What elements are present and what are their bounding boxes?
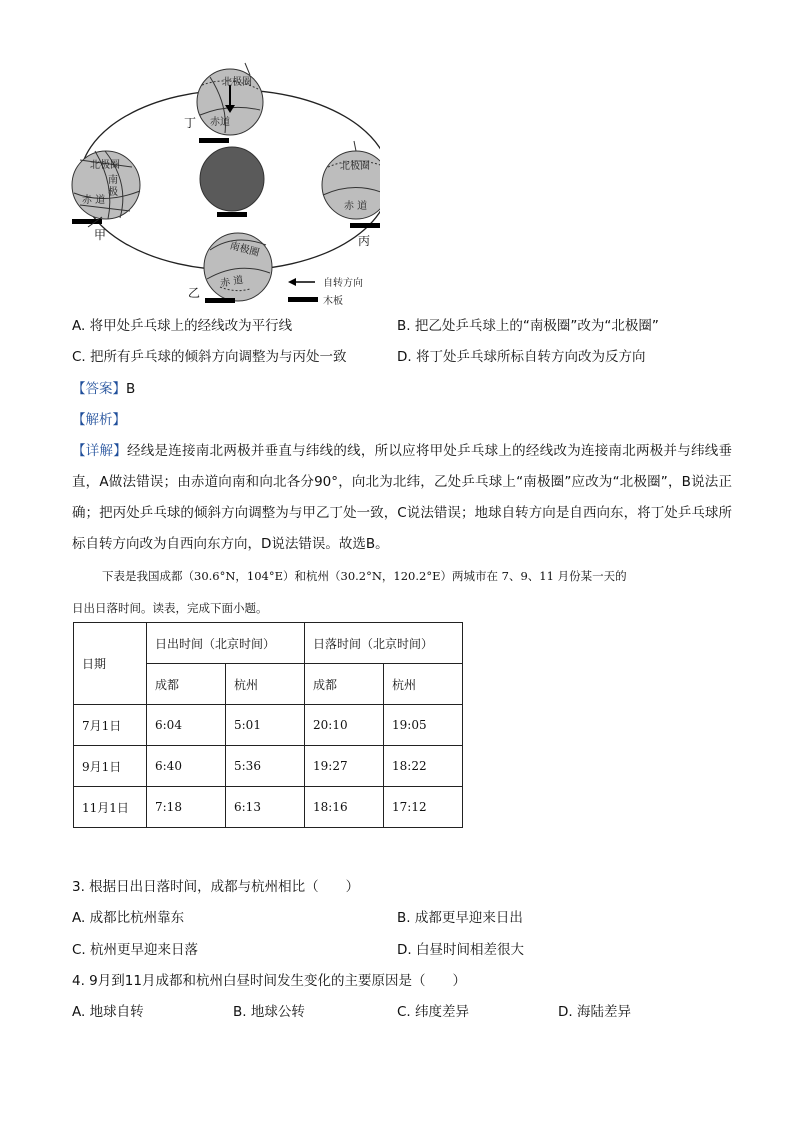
date-cell: 9月1日	[74, 746, 147, 787]
q3-option-d: D. 白昼时间相差很大	[397, 942, 524, 958]
sun-board	[217, 212, 247, 217]
q3-option-b: B. 成都更早迎来日出	[397, 910, 523, 926]
q4-option-b: B. 地球公转	[233, 1004, 305, 1020]
q2-option-c: C. 把所有乒乓球的倾斜方向调整为与丙处一致	[72, 349, 347, 365]
q2-option-b: B. 把乙处乒乓球上的“南极圈”改为“北极圈”	[397, 318, 659, 334]
city-cell: 成都	[147, 664, 226, 705]
globe-ding	[197, 63, 263, 135]
yi-equator-label: 赤 道	[219, 274, 245, 290]
label-jia: 甲	[94, 228, 107, 242]
table-row	[74, 746, 463, 787]
ding-arctic-label: 北极圈	[222, 77, 252, 88]
q3-option-c: C. 杭州更早迎来日落	[72, 942, 199, 958]
city-cell: 杭州	[384, 664, 463, 705]
table-header-row	[74, 623, 463, 664]
detail-tag: 【详解】	[72, 443, 128, 459]
legend-rotation: 自转方向	[323, 278, 363, 289]
label-yi: 乙	[188, 286, 201, 300]
yi-antarctic-label: 南极圈	[228, 240, 261, 259]
date-cell: 11月1日	[74, 787, 147, 828]
table-row	[74, 705, 463, 746]
bing-equator-label: 赤 道	[344, 201, 368, 212]
label-ding: 丁	[184, 116, 197, 130]
answer-tag: 【答案】	[72, 381, 126, 397]
yi-board	[205, 298, 235, 303]
time-cell: 6:04	[147, 705, 226, 746]
time-cell: 18:22	[384, 746, 463, 787]
legend-board-swatch	[288, 297, 318, 302]
time-cell: 17:12	[384, 787, 463, 828]
q4-option-a: A. 地球自转	[72, 1004, 144, 1020]
time-cell: 6:40	[147, 746, 226, 787]
q3-option-a: A. 成都比杭州靠东	[72, 910, 185, 926]
table-row	[74, 787, 463, 828]
jia-arctic-label: 北极圈	[90, 160, 120, 171]
time-cell: 6:13	[226, 787, 305, 828]
analysis-tag: 【解析】	[72, 412, 126, 428]
label-bing: 丙	[358, 234, 371, 248]
orbit-diagram	[60, 55, 380, 310]
detail-paragraph	[72, 436, 732, 560]
q2-option-a: A. 将甲处乒乓球上的经线改为平行线	[72, 318, 293, 334]
q4-stem: 4. 9月到11月成都和杭州白昼时间发生变化的主要原因是（ ）	[72, 973, 466, 989]
jia-equator-label: 赤 道	[82, 195, 106, 206]
time-cell: 7:18	[147, 787, 226, 828]
time-cell: 18:16	[305, 787, 384, 828]
detail-text: 经线是连接南北两极并垂直与纬线的线，所以应将甲处乒乓球上的经线改为连接南北两极并与纬线垂直，A做法错误；由赤道向南和向北各分90°，向北为北纬，乙处乒乓球上“南极圈”应改为“北极圈”，B说法正确；把丙处乒乓球的倾斜方向调整为与甲乙丁处一致，C说法错误；地球自转方向是自西向东，将丁处乒乓球所标自转方向改为自西向东方向，D说法错误。故选B。	[72, 443, 733, 552]
header-date: 日期	[74, 623, 147, 705]
time-cell: 19:05	[384, 705, 463, 746]
ding-board	[199, 138, 229, 143]
bing-board	[350, 223, 380, 228]
sun	[200, 147, 264, 211]
header-sunrise: 日出时间（北京时间）	[147, 623, 305, 664]
q2-option-d: D. 将丁处乒乓球所标自转方向改为反方向	[397, 349, 646, 365]
city-cell: 杭州	[226, 664, 305, 705]
date-cell: 7月1日	[74, 705, 147, 746]
globe-yi	[204, 233, 272, 301]
time-cell: 19:27	[305, 746, 384, 787]
q3-stem: 3. 根据日出日落时间，成都与杭州相比（ ）	[72, 879, 360, 895]
ding-equator-label: 赤道	[210, 117, 230, 128]
q4-option-c: C. 纬度差异	[397, 1004, 470, 1020]
time-cell: 20:10	[305, 705, 384, 746]
jia-south-label-2: 极	[108, 187, 118, 198]
header-sunset: 日落时间（北京时间）	[305, 623, 463, 664]
intro-line-2: 日出日落时间。读表，完成下面小题。	[72, 601, 268, 615]
globe-bing	[322, 141, 380, 219]
time-cell: 5:36	[226, 746, 305, 787]
globe-jia	[72, 151, 140, 219]
sunrise-sunset-table	[73, 622, 463, 828]
jia-south-label: 南	[108, 175, 118, 186]
time-cell: 5:01	[226, 705, 305, 746]
legend-board: 木板	[323, 296, 343, 307]
answer-line	[72, 379, 135, 399]
answer-value: B	[126, 381, 136, 397]
intro-line-1: 下表是我国成都（30.6°N，104°E）和杭州（30.2°N，120.2°E）两城市在 7、9、11 月份某一天的	[102, 569, 627, 583]
q4-option-d: D. 海陆差异	[558, 1004, 631, 1020]
bing-arctic-label: 北极圈	[340, 161, 370, 172]
city-cell: 成都	[305, 664, 384, 705]
